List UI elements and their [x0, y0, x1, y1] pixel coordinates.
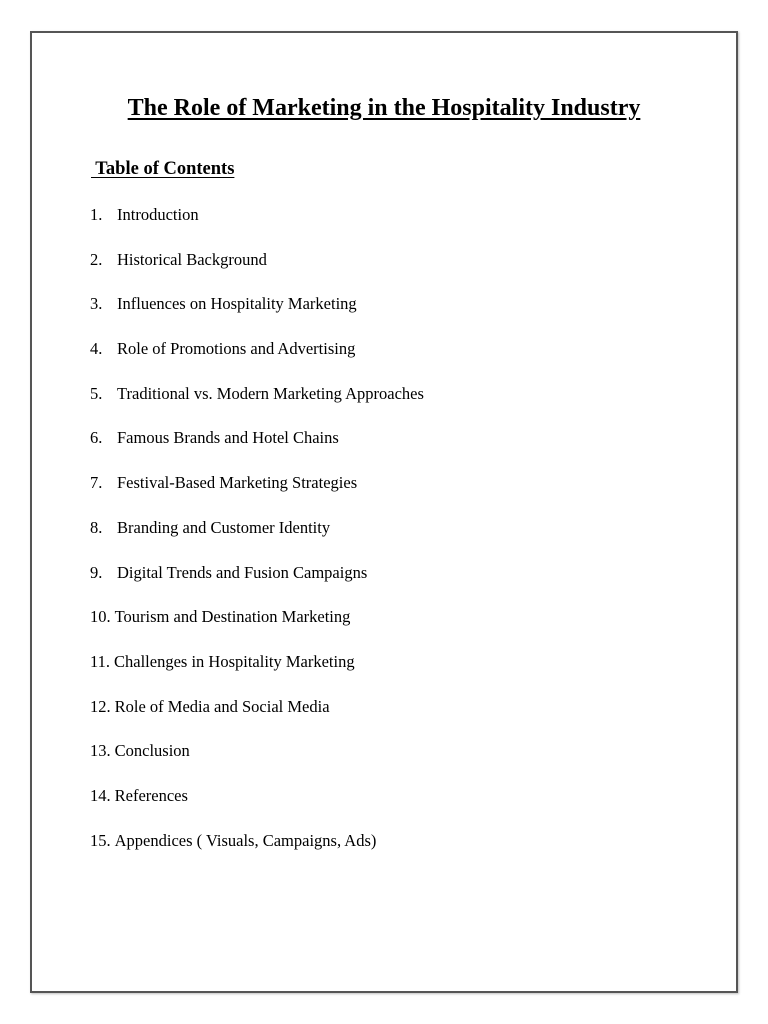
toc-item: [90, 563, 424, 608]
toc-item: [90, 518, 424, 563]
toc-item: [90, 786, 424, 831]
toc-item-label: Branding and Customer Identity: [117, 517, 331, 537]
toc-item-number: 6.: [90, 428, 103, 448]
toc-item: [90, 741, 424, 786]
toc-item-label: Digital Trends and Fusion Campaigns: [117, 562, 368, 582]
toc-item-label: Influences on Hospitality Marketing: [117, 294, 357, 314]
toc-item-label: Role of Promotions and Advertising: [117, 339, 356, 359]
toc-item-label: Famous Brands and Hotel Chains: [117, 428, 339, 448]
toc-item: [90, 473, 424, 518]
toc-item: [90, 652, 424, 697]
toc-item: [90, 205, 424, 250]
toc-item-number: 15.: [90, 830, 111, 850]
toc-heading: Table of Contents: [91, 159, 235, 179]
toc-item-number: 9.: [90, 562, 103, 582]
toc-item-label: References: [114, 785, 188, 805]
toc-item-number: 4.: [90, 339, 103, 359]
toc-item-number: 12.: [90, 696, 111, 716]
toc-item-number: 14.: [90, 785, 111, 805]
toc-item-label: Historical Background: [117, 249, 267, 269]
toc-item-number: 3.: [90, 294, 103, 314]
toc-item: [90, 607, 424, 652]
toc-item-label: Festival-Based Marketing Strategies: [117, 473, 358, 493]
toc-item: [90, 428, 424, 473]
document-title: The Role of Marketing in the Hospitality Industry: [127, 95, 641, 121]
toc-item-number: 5.: [90, 383, 103, 403]
toc-item-number: 13.: [90, 741, 111, 761]
toc-item-number: 11.: [90, 651, 111, 671]
toc-item-label: Role of Media and Social Media: [114, 696, 330, 716]
toc-item-number: 1.: [90, 205, 103, 224]
toc-item-label: Appendices ( Visuals, Campaigns, Ads): [114, 830, 377, 850]
toc-item-number: 7.: [90, 473, 103, 493]
toc-item-number: 2.: [90, 249, 103, 269]
toc-item-number: 10.: [90, 607, 111, 627]
toc-item: [90, 384, 424, 429]
toc-item-label: Conclusion: [114, 741, 190, 761]
toc-item: [90, 339, 424, 384]
toc-item-label: Tourism and Destination Marketing: [114, 607, 351, 627]
toc-item: [90, 697, 424, 742]
toc-item: [90, 831, 424, 876]
toc-item-label: Introduction: [117, 205, 199, 224]
toc-item-label: Challenges in Hospitality Marketing: [114, 651, 355, 671]
toc-item-label: Traditional vs. Modern Marketing Approaches: [117, 383, 424, 403]
toc-list: [90, 205, 424, 875]
toc-item: [90, 294, 424, 339]
toc-item: [90, 250, 424, 295]
toc-item-number: 8.: [90, 517, 103, 537]
document-page: [30, 31, 738, 993]
